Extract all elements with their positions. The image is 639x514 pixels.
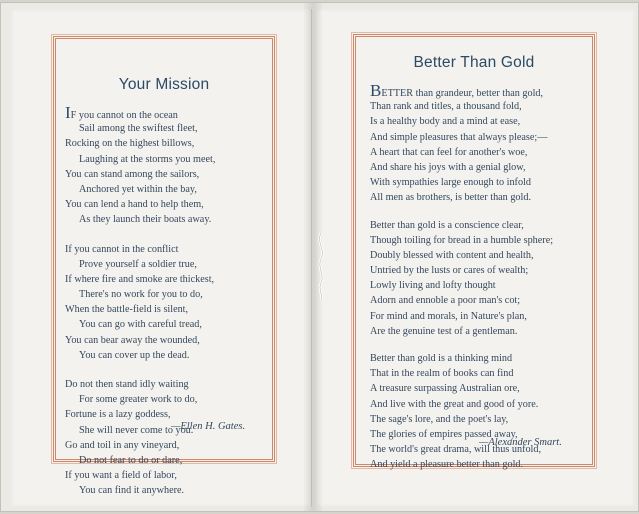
poem-line: Lowly living and lofty thought bbox=[370, 280, 496, 292]
poem-line: Is a healthy body and a mind at ease, bbox=[370, 116, 521, 128]
poem-line: For some greater work to do, bbox=[79, 394, 198, 406]
poem-line: All men as brothers, is better than gold. bbox=[370, 192, 531, 204]
poem-line: The sage's lore, and the poet's lay, bbox=[370, 413, 509, 425]
poem-line: You can find it anywhere. bbox=[79, 485, 185, 497]
poem-line: You can cover up the dead. bbox=[79, 349, 190, 361]
poem-line: IF you cannot on the ocean bbox=[65, 103, 178, 122]
poem-line: Sail among the swiftest fleet, bbox=[79, 123, 198, 135]
booklet-spread bbox=[0, 2, 639, 512]
poem-line: Doubly blessed with content and health, bbox=[370, 249, 534, 261]
poem-title-better-than-gold: Better Than Gold bbox=[413, 54, 535, 71]
poem-line: There's no work for you to do, bbox=[79, 289, 203, 301]
poem-line: Prove yourself a soldier true, bbox=[79, 258, 197, 270]
poem-line: If where fire and smoke are thickest, bbox=[65, 273, 215, 285]
poem-line: You can bear away the wounded, bbox=[65, 334, 200, 346]
poem-line: Anchored yet within the bay, bbox=[79, 183, 197, 195]
poem-line: Are the genuine test of a gentleman. bbox=[370, 325, 518, 337]
binding-cord bbox=[314, 231, 328, 301]
poem-line: Untried by the lusts or cares of wealth; bbox=[370, 265, 529, 277]
poem-line: If you cannot in the conflict bbox=[65, 243, 179, 255]
poem-line: If you want a field of labor, bbox=[65, 470, 177, 482]
poem-line: BETTER than grandeur, better than gold, bbox=[370, 81, 544, 100]
poem-line: Do not fear to do or dare, bbox=[79, 454, 183, 466]
poem-line: A treasure surpassing Australian ore, bbox=[370, 383, 520, 395]
attribution-alexander-smart: —Alexander Smart. bbox=[479, 437, 562, 448]
poem-line: The world's great drama, will thus unfold, bbox=[370, 444, 542, 456]
poem-line: Better than gold is a conscience clear, bbox=[370, 219, 524, 231]
poem-line: You can lend a hand to help them, bbox=[65, 199, 204, 211]
poem-line: With sympathies large enough to infold bbox=[370, 177, 531, 189]
poem-line: You can go with careful tread, bbox=[79, 319, 202, 331]
attribution-ellen-gates: —Ellen H. Gates. bbox=[171, 421, 246, 432]
poem-line: As they launch their boats away. bbox=[79, 214, 212, 226]
poem-line: The glories of empires passed away, bbox=[370, 428, 518, 440]
poem-line: Adorn and ennoble a poor man's cot; bbox=[370, 295, 521, 307]
poem-line: She will never come to you. bbox=[79, 424, 194, 436]
poem-line: For mind and morals, in Nature's plan, bbox=[370, 310, 527, 322]
poem-line: Fortune is a lazy goddess, bbox=[65, 409, 171, 421]
poem-line: That in the realm of books can find bbox=[370, 368, 514, 380]
drop-cap: B bbox=[370, 81, 382, 100]
poem-line: Do not then stand idly waiting bbox=[65, 379, 189, 390]
poem-line: And share his joys with a genial glow, bbox=[370, 161, 526, 173]
poem-line: And live with the great and good of yore. bbox=[370, 398, 539, 410]
poem-line: A heart that can feel for another's woe, bbox=[370, 146, 528, 158]
poem-line: Rocking on the highest billows, bbox=[65, 138, 195, 150]
poem-line: And yield a pleasure better than gold. bbox=[370, 459, 524, 471]
poem-line: Than rank and titles, a thousand fold, bbox=[370, 101, 522, 113]
poem-your-mission bbox=[65, 103, 216, 499]
poem-line: Though toiling for bread in a humble sphere; bbox=[370, 234, 554, 246]
poem-line: Go and toil in any vineyard, bbox=[65, 439, 180, 451]
poem-line: When the battle-field is silent, bbox=[65, 304, 189, 316]
drop-cap: I bbox=[65, 103, 71, 122]
poem-line: And simple pleasures that always please;— bbox=[370, 131, 548, 143]
poem-better-than-gold bbox=[370, 81, 554, 473]
poem-line: Laughing at the storms you meet, bbox=[79, 153, 216, 165]
poem-title-your-mission: Your Mission bbox=[118, 76, 210, 93]
poem-line: Better than gold is a thinking mind bbox=[370, 353, 513, 364]
poem-line: You can stand among the sailors, bbox=[65, 168, 200, 180]
